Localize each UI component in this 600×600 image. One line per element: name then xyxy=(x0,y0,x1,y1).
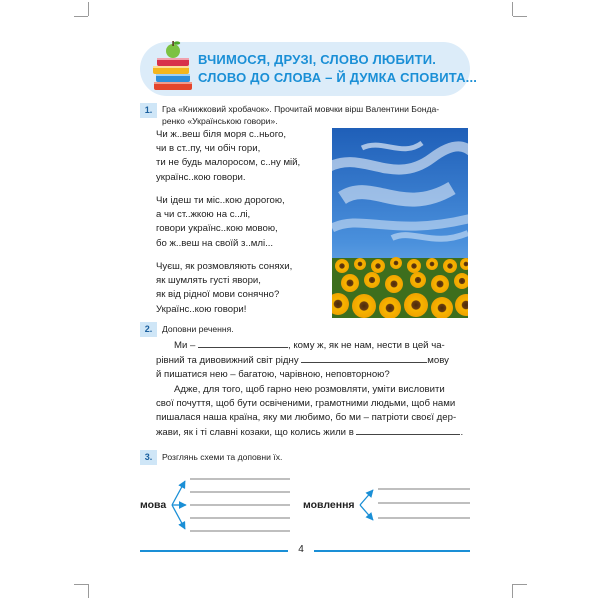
text-fragment: рівний та дивовижний світ рідну xyxy=(156,355,299,367)
crop-mark xyxy=(88,584,89,598)
poem-line: чи в ст..пу, чи обіч гори, xyxy=(156,143,261,155)
text-line: пишалася наша країна, яку ми любимо, бо ми – патріоти своєї дер- xyxy=(156,412,457,424)
task-number: 2. xyxy=(140,322,157,337)
crop-mark xyxy=(74,16,88,17)
books-apple-icon xyxy=(148,38,198,96)
crop-mark xyxy=(513,584,527,585)
text-fragment: Ми – xyxy=(174,340,196,351)
text-fragment: жави, як і ті славні козаки, що колись жили в xyxy=(156,427,354,439)
crop-mark xyxy=(74,584,88,585)
scheme-mova-arrows xyxy=(172,479,290,531)
task-number: 1. xyxy=(140,103,157,118)
poem-line: говори українс..кою мовою, xyxy=(156,223,278,235)
blank-field[interactable] xyxy=(356,425,460,435)
footer-rule-right xyxy=(314,550,470,552)
poem-stanza xyxy=(156,128,300,185)
crop-mark xyxy=(512,2,513,16)
poem-line: як від рідної мови сонячно? xyxy=(156,289,280,301)
poem-line: українс..кою говори. xyxy=(156,171,246,183)
poem-line: Чуєш, як розмовляють соняхи, xyxy=(156,261,293,272)
fill-in-paragraph xyxy=(156,338,470,440)
text-line: свої почуття, щоб бути освіченими, грамотними людьми, щоб нами xyxy=(156,397,456,409)
banner-line-2: СЛОВО ДО СЛОВА – Й ДУМКА СПОВИТА... xyxy=(198,70,478,85)
poem-line: Українс..кою говори! xyxy=(156,303,247,315)
poem-stanza xyxy=(156,194,285,251)
scheme-movlennia-arrows xyxy=(360,489,470,520)
footer-rule-left xyxy=(140,550,288,552)
task-instruction: Доповни речення. xyxy=(162,324,234,334)
text-fragment: мову xyxy=(427,355,449,367)
task-number: 3. xyxy=(140,450,157,465)
text-line: й пишатися нею – багатою, чарівною, неповторною? xyxy=(156,369,390,381)
scheme-label-movlennia: мовлення xyxy=(303,499,355,511)
task-instruction-line: ренко «Українською говори». xyxy=(162,116,278,126)
blank-field[interactable] xyxy=(301,353,427,363)
crop-mark xyxy=(88,2,89,16)
poem-line: Чи ідеш ти міс..кою дорогою, xyxy=(156,195,285,206)
banner-line-1: ВЧИМОСЯ, ДРУЗІ, СЛОВО ЛЮБИТИ. xyxy=(198,52,437,67)
scheme-label-mova: мова xyxy=(140,499,167,511)
text-fragment: , кому ж, як не нам, нести в цей ча- xyxy=(288,340,445,351)
text-fragment: . xyxy=(460,427,464,439)
crop-mark xyxy=(513,16,527,17)
sunflower-field-photo xyxy=(332,128,468,318)
blank-field[interactable] xyxy=(198,338,288,348)
poem-line: а чи ст..жкою на с..лі, xyxy=(156,209,251,221)
poem-line: ти не будь малоросом, с..ну мій, xyxy=(156,157,301,169)
task-instruction: Розглянь схеми та доповни їх. xyxy=(162,452,283,462)
page-number: 4 xyxy=(298,544,304,555)
crop-mark xyxy=(512,584,513,598)
poem-line: бо ж..веш на своїй з..млі... xyxy=(156,237,274,249)
scheme-diagrams xyxy=(0,460,600,540)
poem-line: як шумлять густі явори, xyxy=(156,275,261,287)
poem-stanza xyxy=(156,260,292,317)
task-instruction-line: Гра «Книжковий хробачок». Прочитай мовчки вірш Валентини Бонда- xyxy=(162,104,440,114)
poem-line: Чи ж..веш біля моря с..нього, xyxy=(156,129,287,140)
text-line: Адже, для того, щоб гарно нею розмовляти, уміти висловити xyxy=(174,383,445,395)
